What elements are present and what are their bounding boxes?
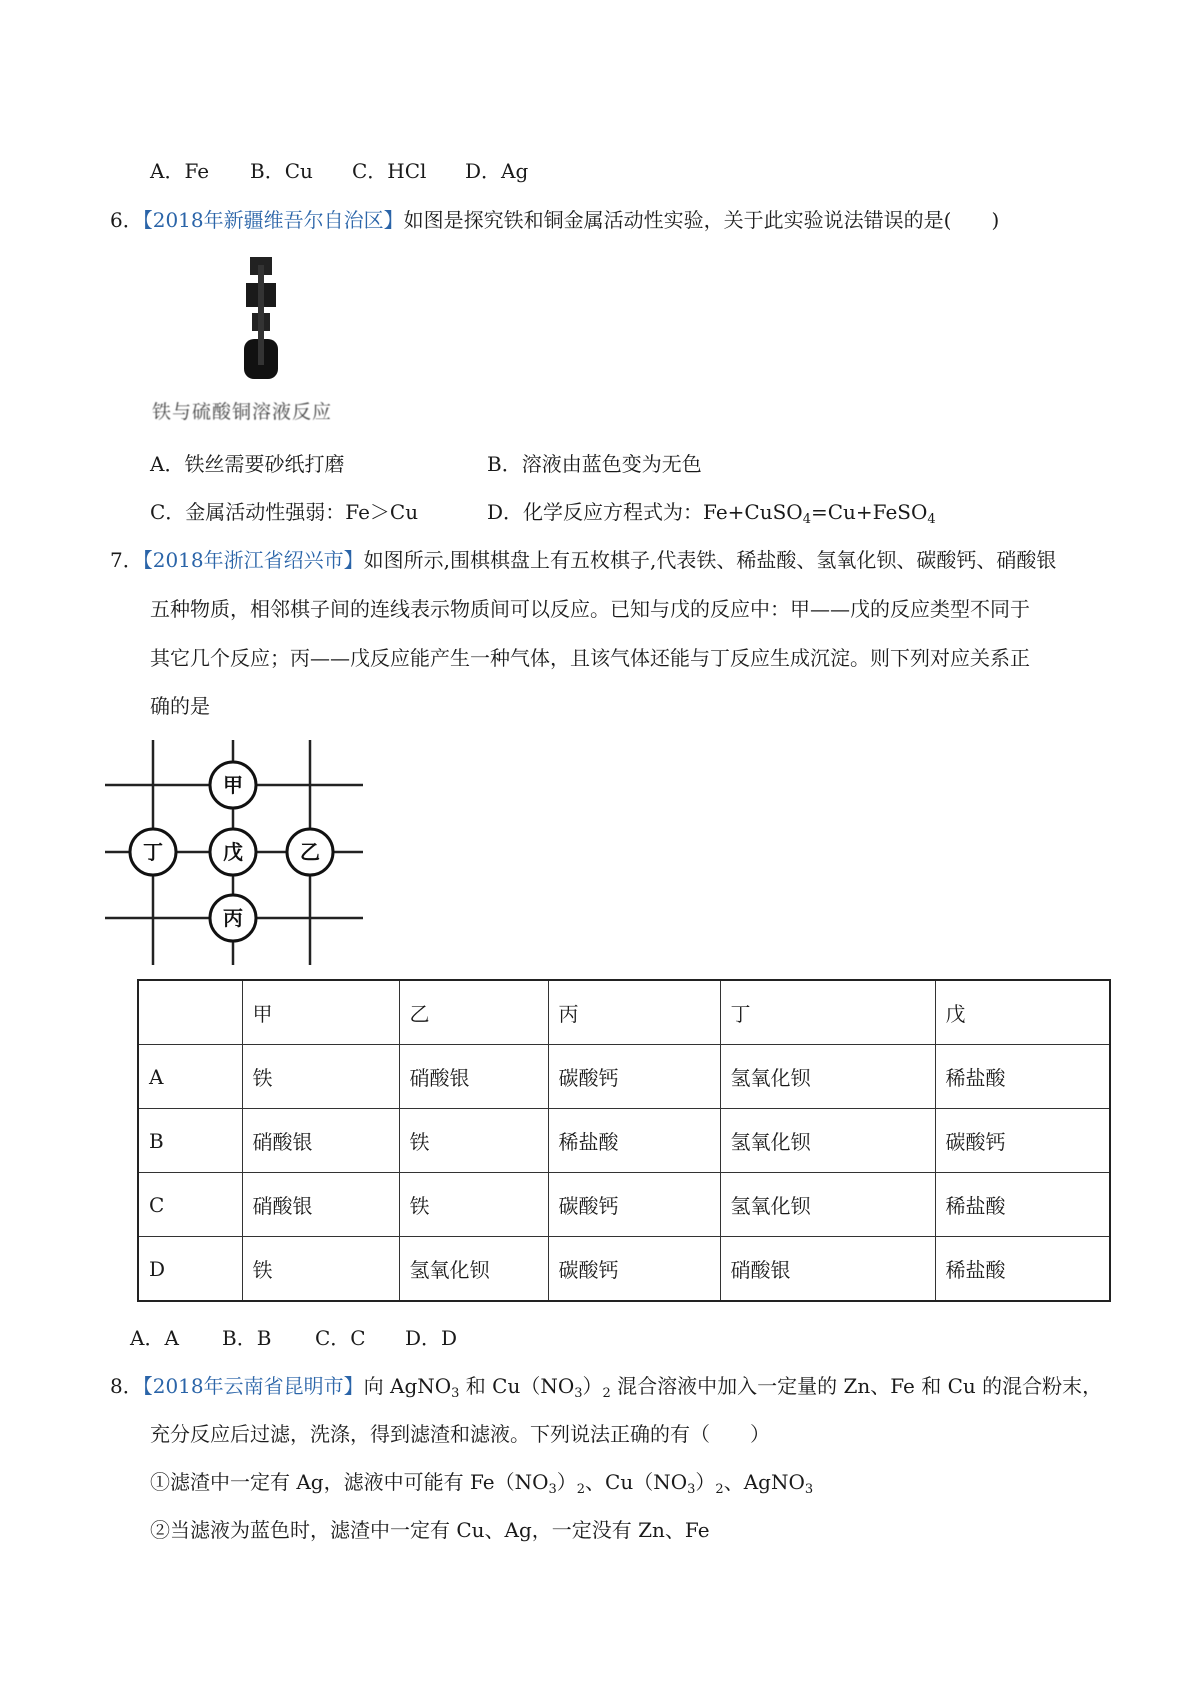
q6-image-caption: 铁与硫酸铜溶液反应 <box>152 401 333 423</box>
q7-line-4: 确的是 <box>150 694 210 718</box>
q6-experiment-image <box>150 255 410 423</box>
piece-label-left: 丁 <box>143 840 163 864</box>
table-cell: 戊 <box>935 980 1110 1045</box>
table-cell: 碳酸钙 <box>548 1173 720 1237</box>
table-cell: 稀盐酸 <box>935 1045 1110 1109</box>
q8-line-1: 8．【2018年云南省昆明市】向 AgNO$_3$ 和 $Cu(NO_3)_2$ 混合溶液中加入一定量的 Zn、Fe 和 Cu 的混合粉末， <box>110 1374 1103 1401</box>
table-cell <box>138 980 242 1045</box>
q6-stem <box>110 204 999 233</box>
table-cell: 铁 <box>242 1045 399 1109</box>
table-cell: 稀盐酸 <box>935 1173 1110 1237</box>
q6-option-d: D．化学反应方程式为：Fe+CuSO$_4$=Cu+FeSO$_4$ <box>487 500 936 527</box>
q7-number: 7． <box>110 548 143 572</box>
q7-option-a: A．A <box>130 1326 179 1350</box>
table-cell: D <box>138 1237 242 1302</box>
go-board-diagram <box>105 740 365 965</box>
table-header-row <box>138 980 1110 1045</box>
table-row <box>138 1109 1110 1173</box>
q8-source: 【2018年云南省昆明市】 <box>142 1374 364 1398</box>
q7-source: 【2018年浙江省绍兴市】 <box>142 548 364 572</box>
piece-label-center: 戊 <box>223 840 243 864</box>
table-cell: 丙 <box>548 980 720 1045</box>
table-cell: 硝酸银 <box>720 1237 935 1302</box>
table-cell: 碳酸钙 <box>548 1045 720 1109</box>
table-cell: 氢氧化钡 <box>399 1237 548 1302</box>
q5-option-b: B．Cu <box>250 159 313 183</box>
table-row <box>138 1045 1110 1109</box>
table-cell: 甲 <box>242 980 399 1045</box>
table-cell: 碳酸钙 <box>548 1237 720 1302</box>
q8-statement-2: ②当滤液为蓝色时，滤渣中一定有 Cu、Ag，一定没有 Zn、Fe <box>150 1518 710 1542</box>
q6-option-a: A．铁丝需要砂纸打磨 <box>150 452 345 476</box>
table-cell: C <box>138 1173 242 1237</box>
table-cell: 氢氧化钡 <box>720 1173 935 1237</box>
table-cell: 稀盐酸 <box>548 1109 720 1173</box>
table-cell: 乙 <box>399 980 548 1045</box>
q7-line-2: 五种物质，相邻棋子间的连线表示物质间可以反应。已知与戊的反应中：甲——戊的反应类型不同于 <box>150 597 1030 621</box>
piece-label-bottom: 丙 <box>223 906 243 930</box>
piece-label-top: 甲 <box>223 773 243 797</box>
table-cell: 硝酸银 <box>399 1045 548 1109</box>
table-cell: 铁 <box>399 1109 548 1173</box>
table-row <box>138 1237 1110 1302</box>
q8-statement-1: ①滤渣中一定有 Ag，滤液中可能有 $Fe(NO_3)_2$、$Cu(NO_3)_2$、AgNO$_3$ <box>150 1470 814 1497</box>
table-cell: B <box>138 1109 242 1173</box>
table-cell: 硝酸银 <box>242 1109 399 1173</box>
table-cell: 丁 <box>720 980 935 1045</box>
table-cell: A <box>138 1045 242 1109</box>
q7-line-1: 7．【2018年浙江省绍兴市】如图所示,围棋棋盘上有五枚棋子,代表铁、稀盐酸、氢氧化钡、碳酸钙、硝酸银 <box>110 548 1057 572</box>
q5-option-c: C．HCl <box>352 159 427 183</box>
q6-option-b: B．溶液由蓝色变为无色 <box>487 452 702 476</box>
table-cell: 稀盐酸 <box>935 1237 1110 1302</box>
q7-line-3: 其它几个反应；丙——戊反应能产生一种气体，且该气体还能与丁反应生成沉淀。则下列对应关系正 <box>150 646 1030 670</box>
q7-option-c: C．C <box>315 1326 366 1350</box>
q6-question: 如图是探究铁和铜金属活动性实验，关于此实验说法错误的是( ) <box>403 208 1000 232</box>
q7-option-b: B．B <box>222 1326 272 1350</box>
table-cell: 碳酸钙 <box>935 1109 1110 1173</box>
table-cell: 铁 <box>399 1173 548 1237</box>
q7-option-d: D．D <box>405 1326 458 1350</box>
table-cell: 硝酸银 <box>242 1173 399 1237</box>
table-row <box>138 1173 1110 1237</box>
q6-number: 6． <box>110 208 143 232</box>
q8-number: 8． <box>110 1374 143 1398</box>
test-tube-drawing <box>150 255 410 395</box>
q6-option-c: C．金属活动性强弱：Fe＞Cu <box>150 500 419 524</box>
table-cell: 铁 <box>242 1237 399 1302</box>
q6-source: 【2018年新疆维吾尔自治区】 <box>142 208 404 232</box>
q7-answer-table <box>137 979 1111 1302</box>
q5-option-a: A．Fe <box>150 159 210 183</box>
q5-option-d: D．Ag <box>465 159 529 183</box>
table-cell: 氢氧化钡 <box>720 1109 935 1173</box>
q8-line-2: 充分反应后过滤，洗涤，得到滤渣和滤液。下列说法正确的有（ ） <box>150 1422 770 1446</box>
piece-label-right: 乙 <box>300 840 320 864</box>
table-cell: 氢氧化钡 <box>720 1045 935 1109</box>
